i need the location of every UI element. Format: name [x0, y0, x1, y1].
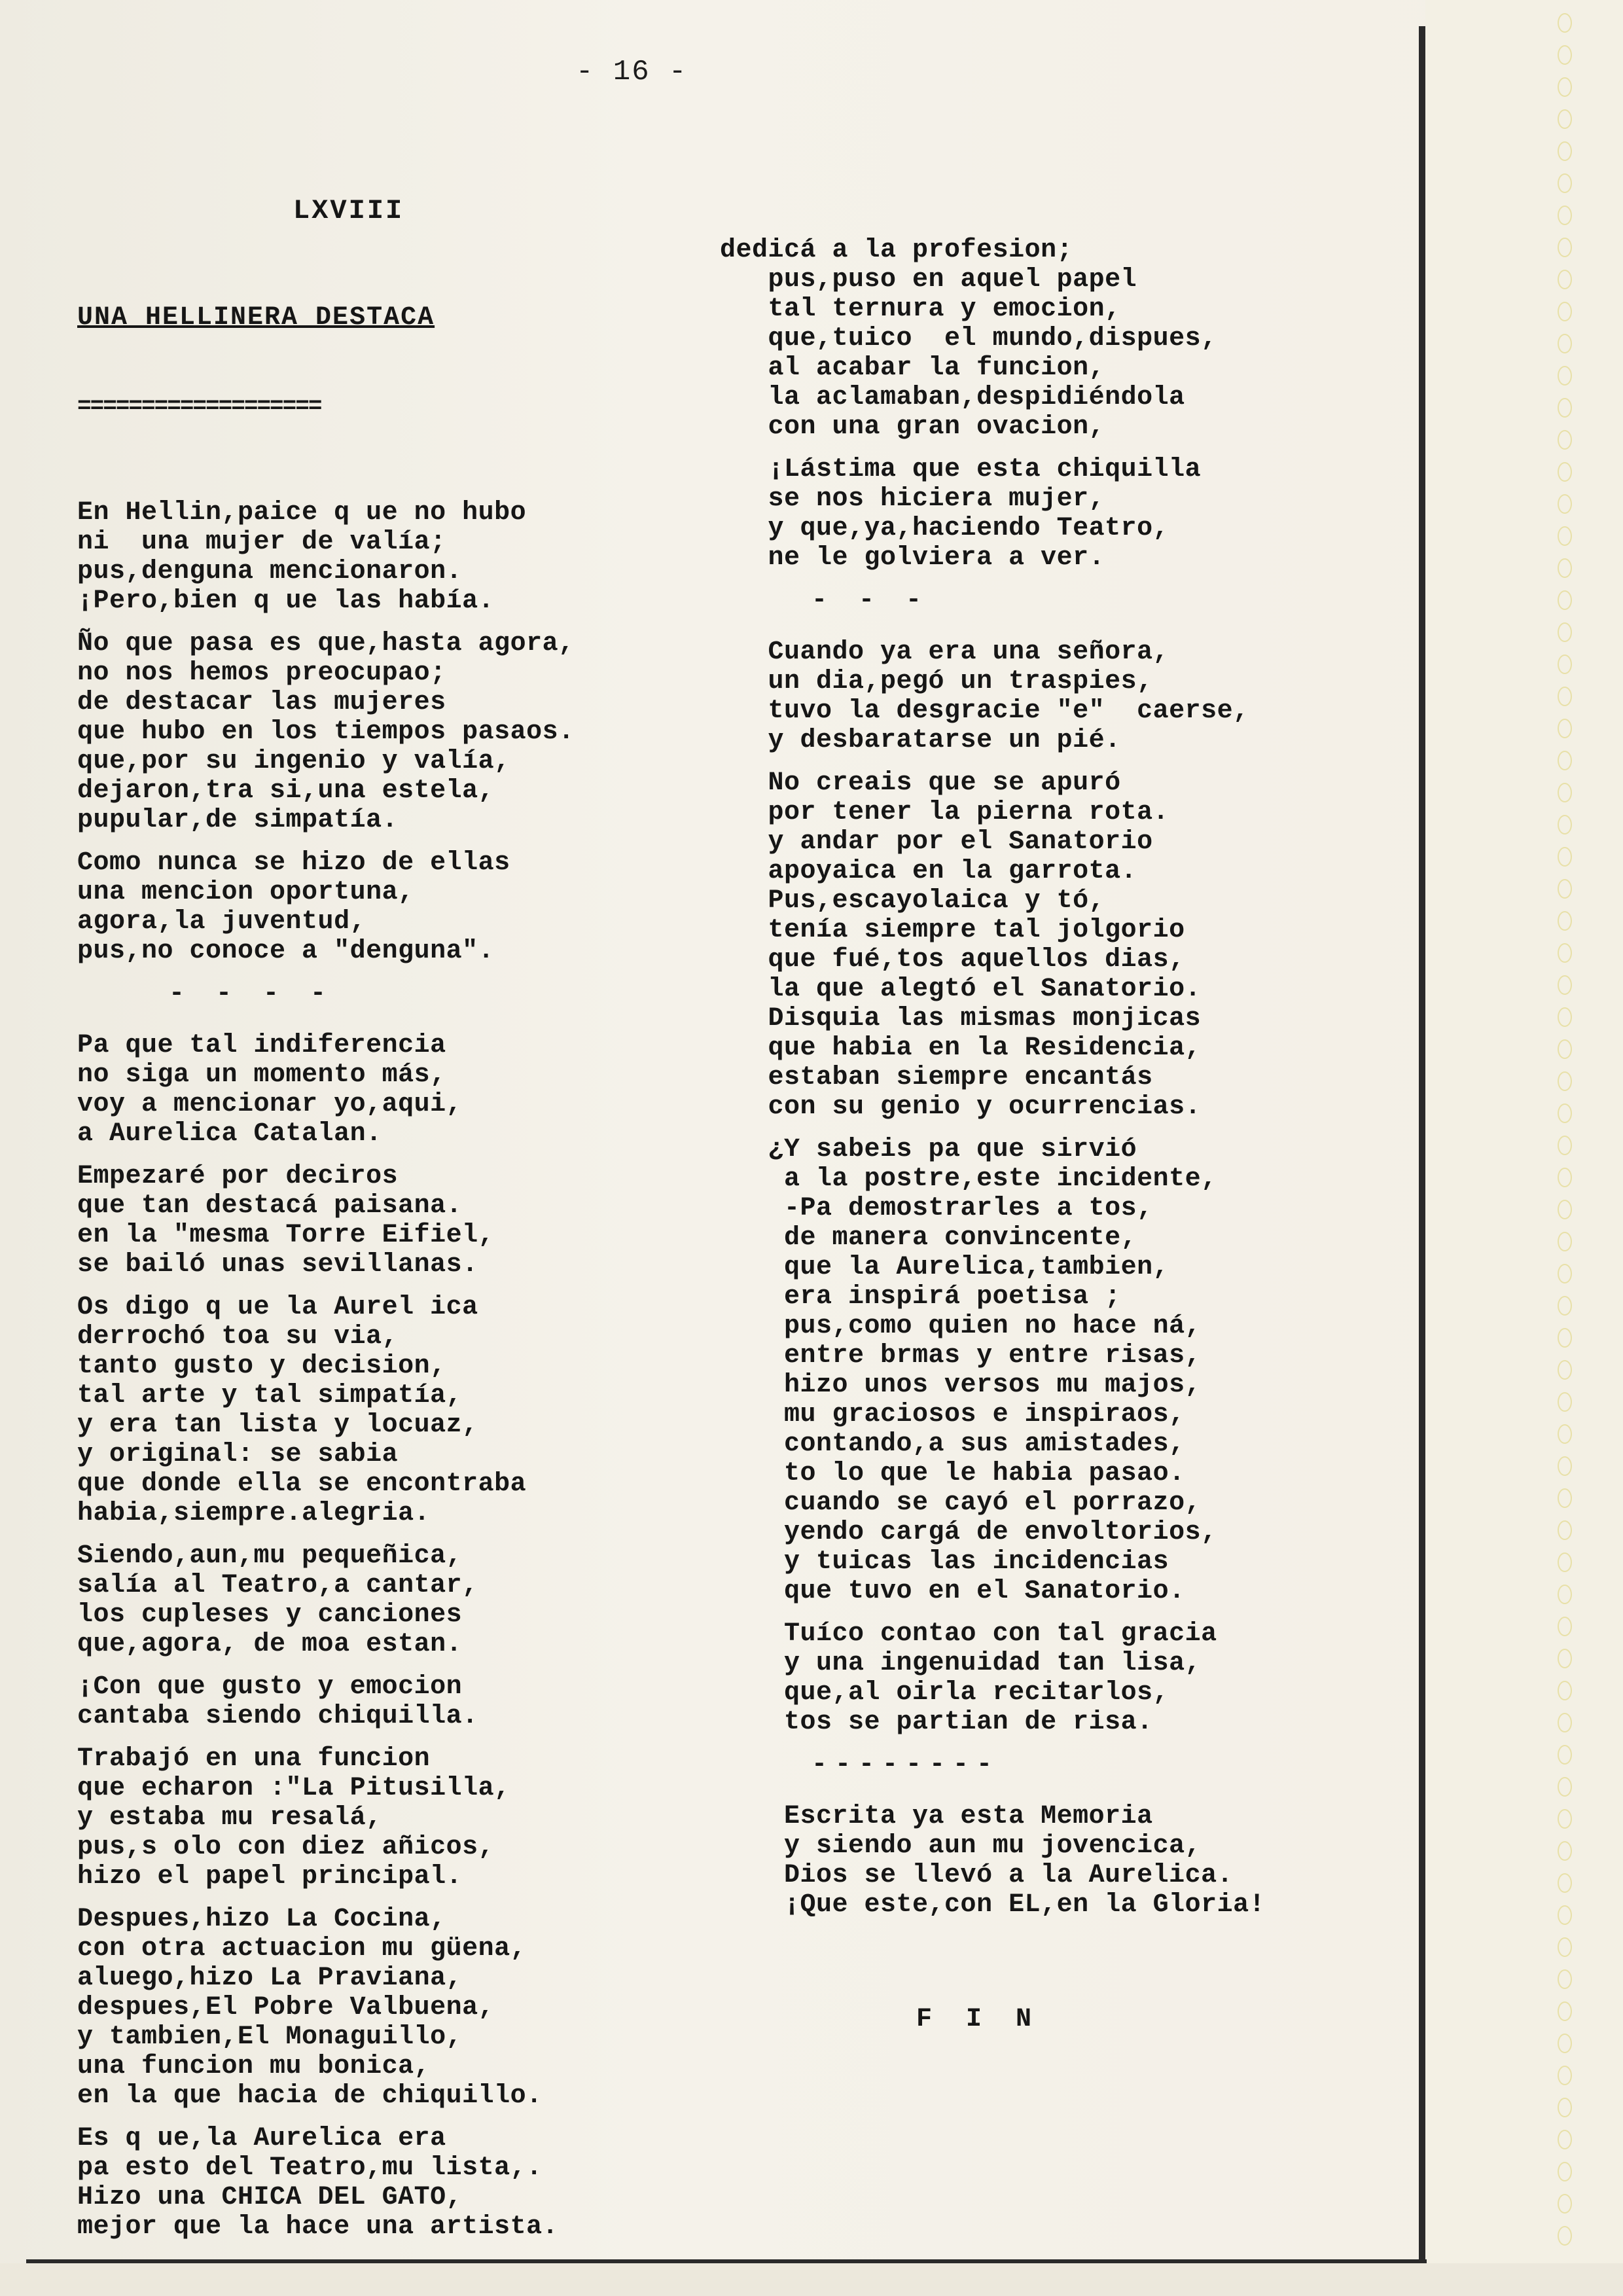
verse-line: a la postre,este incidente,	[720, 1164, 1217, 1194]
verse-line: y original: se sabia	[77, 1440, 399, 1469]
verse-line: tal ternura y emocion,	[720, 295, 1121, 324]
stanza	[77, 1293, 719, 1528]
verse-line: que donde ella se encontraba	[77, 1469, 527, 1499]
verse-line: la que alegtó el Sanatorio.	[720, 975, 1202, 1004]
verse-line: de destacar las mujeres	[77, 688, 446, 717]
verse-line: mu graciosos e inspiraos,	[720, 1400, 1185, 1429]
verse-line: tal arte y tal simpatía,	[77, 1381, 463, 1410]
binder-hole	[1558, 2162, 1572, 2181]
verse-line: pus,puso en aquel papel	[720, 265, 1137, 295]
verse-line: era inspirá poetisa ;	[720, 1282, 1121, 1312]
stanza	[77, 1162, 719, 1280]
verse-line: no siga un momento más,	[77, 1060, 446, 1090]
binder-hole	[1558, 847, 1572, 867]
verse-line: que echaron :"La Pitusilla,	[77, 1774, 510, 1803]
verse-line: y una ingenuidad tan lisa,	[720, 1649, 1202, 1678]
binder-hole	[1558, 1520, 1572, 1540]
verse-line: ¡Con que gusto y emocion	[77, 1672, 463, 1702]
binder-hole	[1558, 751, 1572, 770]
fin-mark: F I N	[916, 2005, 1041, 2034]
binder-hole	[1558, 1007, 1572, 1027]
verse-line: no nos hemos preocupao;	[77, 658, 446, 688]
binder-hole	[1558, 1905, 1572, 1925]
verse-line: ¡Que este,con EL,en la Gloria!	[720, 1890, 1266, 1920]
binder-hole	[1558, 1969, 1572, 1989]
binder-hole	[1558, 1841, 1572, 1861]
stanza	[77, 1541, 719, 1659]
binder-hole	[1558, 622, 1572, 642]
binder-hole	[1558, 1296, 1572, 1316]
verse-line: a Aurelica Catalan.	[77, 1119, 382, 1149]
verse-line: estaban siempre encantás	[720, 1063, 1153, 1092]
binder-hole	[1558, 141, 1572, 161]
verse-line: salía al Teatro,a cantar,	[77, 1571, 478, 1600]
binder-hole	[1558, 1617, 1572, 1636]
verse-line: No creais que se apuró	[720, 768, 1121, 798]
binder-hole	[1558, 815, 1572, 834]
stanza-separator: - - - -	[169, 979, 334, 1009]
verse-line: ¡Pero,bien q ue las había.	[77, 586, 495, 616]
left-column	[77, 137, 719, 2284]
verse-line: hizo el papel principal.	[77, 1862, 463, 1892]
verse-line: un dia,pegó un traspies,	[720, 667, 1153, 696]
verse-line: con su genio y ocurrencias.	[720, 1092, 1202, 1122]
binder-hole	[1558, 911, 1572, 931]
title-rule: ===================	[77, 393, 321, 420]
stanza	[77, 2124, 719, 2242]
verse-line: la aclamaban,despidiéndola	[720, 383, 1185, 412]
binder-hole	[1558, 1168, 1572, 1187]
verse-line: que tan destacá paisana.	[77, 1191, 463, 1221]
binder-hole	[1558, 206, 1572, 225]
verse-line: entre brmas y entre risas,	[720, 1341, 1202, 1371]
verse-line: con una gran ovacion,	[720, 412, 1105, 442]
verse-line: los cupleses y canciones	[77, 1600, 463, 1630]
binder-hole	[1558, 1585, 1572, 1604]
verse-line: Os digo q ue la Aurel ica	[77, 1293, 478, 1322]
verse-line: tos se partian de risa.	[720, 1708, 1153, 1737]
verse-line: Escrita ya esta Memoria	[720, 1802, 1153, 1831]
stanza	[720, 236, 1414, 442]
stanza	[77, 1031, 719, 1149]
verse-line: y desbaratarse un pié.	[720, 726, 1121, 755]
verse-line: despues,El Pobre Valbuena,	[77, 1993, 495, 2022]
binder-hole	[1558, 1424, 1572, 1444]
binder-hole	[1558, 45, 1572, 65]
binder-hole	[1558, 1071, 1572, 1091]
verse-line: cuando se cayó el porrazo,	[720, 1488, 1202, 1518]
binder-hole	[1558, 238, 1572, 257]
verse-line: y estaba mu resalá,	[77, 1803, 382, 1833]
verse-line: pa esto del Teatro,mu lista,.	[77, 2153, 543, 2183]
binder-hole	[1558, 1264, 1572, 1283]
binder-hole	[1558, 1136, 1572, 1155]
verse-line: ne le golviera a ver.	[720, 543, 1105, 573]
verse-line: en la "mesma Torre Eifiel,	[77, 1221, 495, 1250]
binder-hole	[1558, 1488, 1572, 1508]
binder-hole	[1558, 302, 1572, 321]
binder-hole	[1558, 2098, 1572, 2117]
verse-line: Siendo,aun,mu pequeñica,	[77, 1541, 463, 1571]
verse-line: una funcion mu bonica,	[77, 2052, 431, 2081]
verse-line: En Hellin,paice q ue no hubo	[77, 498, 527, 528]
verse-line: y era tan lista y locuaz,	[77, 1410, 478, 1440]
binder-hole	[1558, 398, 1572, 418]
verse-line: pus,denguna mencionaron.	[77, 557, 463, 586]
verse-line: Dios se llevó a la Aurelica.	[720, 1861, 1234, 1890]
binder-hole	[1558, 2130, 1572, 2149]
verse-line: y que,ya,haciendo Teatro,	[720, 514, 1169, 543]
verse-line: y tuicas las incidencias	[720, 1547, 1169, 1577]
verse-line: Trabajó en una funcion	[77, 1744, 431, 1774]
verse-line: con otra actuacion mu güena,	[77, 1934, 527, 1964]
binder-strip	[1425, 0, 1623, 2296]
stanza	[77, 979, 719, 1009]
poem-title: UNA HELLINERA DESTACA	[77, 303, 435, 332]
page-edge-shadow	[1419, 26, 1425, 2261]
verse-line: -Pa demostrarles a tos,	[720, 1194, 1153, 1223]
binder-hole	[1558, 1649, 1572, 1668]
verse-line: tanto gusto y decision,	[77, 1352, 446, 1381]
verse-line: y andar por el Sanatorio	[720, 827, 1153, 857]
binder-hole	[1558, 1937, 1572, 1957]
verse-line: Hizo una CHICA DEL GATO,	[77, 2183, 463, 2212]
binder-hole	[1558, 1681, 1572, 1700]
verse-line: yendo cargá de envoltorios,	[720, 1518, 1217, 1547]
binder-hole	[1558, 1103, 1572, 1123]
verse-line: ni una mujer de valía;	[77, 528, 446, 557]
verse-line: que,tuico el mundo,dispues,	[720, 324, 1217, 353]
verse-line: una mencion oportuna,	[77, 878, 414, 907]
verse-line: que,al oirla recitarlos,	[720, 1678, 1169, 1708]
verse-line: Tuíco contao con tal gracia	[720, 1619, 1217, 1649]
verse-line: Empezaré por deciros	[77, 1162, 399, 1191]
binder-hole	[1558, 1360, 1572, 1380]
stanza	[77, 1672, 719, 1731]
binder-hole	[1558, 1873, 1572, 1893]
binder-hole	[1558, 173, 1572, 193]
verse-line: y siendo aun mu jovencica,	[720, 1831, 1202, 1861]
verse-line: apoyaica en la garrota.	[720, 857, 1137, 886]
binder-hole	[1558, 975, 1572, 995]
binder-hole	[1558, 270, 1572, 289]
binder-hole	[1558, 1745, 1572, 1765]
verse-line: Disquia las mismas monjicas	[720, 1004, 1202, 1033]
verse-line: agora,la juventud,	[77, 907, 366, 937]
binder-hole	[1558, 1777, 1572, 1797]
binder-hole	[1558, 77, 1572, 97]
stanza	[77, 498, 719, 616]
binder-hole	[1558, 687, 1572, 706]
stanza-separator: - - -	[812, 586, 930, 615]
stanza	[720, 455, 1414, 573]
verse-line: tenía siempre tal jolgorio	[720, 916, 1185, 945]
binder-hole	[1558, 1200, 1572, 1219]
verse-line: Es q ue,la Aurelica era	[77, 2124, 446, 2153]
verse-line: Pus,escayolaica y tó,	[720, 886, 1105, 916]
verse-line: por tener la pierna rota.	[720, 798, 1169, 827]
verse-line: se nos hiciera mujer,	[720, 484, 1105, 514]
binder-hole	[1558, 719, 1572, 738]
verse-line: cantaba siendo chiquilla.	[77, 1702, 478, 1731]
stanza	[720, 1802, 1414, 1920]
verse-line: voy a mencionar yo,aqui,	[77, 1090, 463, 1119]
stanza	[77, 848, 719, 966]
binder-hole	[1558, 2034, 1572, 2053]
verse-line: ¿Y sabeis pa que sirvió	[720, 1135, 1137, 1164]
verse-line: dejaron,tra si,una estela,	[77, 776, 495, 806]
binder-hole	[1558, 655, 1572, 674]
binder-hole	[1558, 334, 1572, 353]
verse-line: habia,siempre.alegria.	[77, 1499, 431, 1528]
binder-hole	[1558, 590, 1572, 610]
verse-line: Cuando ya era una señora,	[720, 637, 1169, 667]
binder-hole	[1558, 2001, 1572, 2021]
verse-line: mejor que la hace una artista.	[77, 2212, 559, 2242]
verse-line: to lo que le habia pasao.	[720, 1459, 1185, 1488]
binder-hole	[1558, 1552, 1572, 1572]
chapter-heading: LXVIII	[293, 195, 404, 226]
verse-line: pupular,de simpatía.	[77, 806, 399, 835]
binder-hole	[1558, 366, 1572, 386]
binder-hole	[1558, 1809, 1572, 1829]
binder-hole	[1558, 1713, 1572, 1732]
verse-line: que habia en la Residencia,	[720, 1033, 1202, 1063]
verse-line: se bailó unas sevillanas.	[77, 1250, 478, 1280]
stanza	[720, 1750, 1414, 1780]
binder-hole	[1558, 1328, 1572, 1348]
binder-hole	[1558, 430, 1572, 450]
verse-line: al acabar la funcion,	[720, 353, 1105, 383]
verse-line: que hubo en los tiempos pasaos.	[77, 717, 575, 747]
binder-hole	[1558, 558, 1572, 578]
verse-line: hizo unos versos mu majos,	[720, 1371, 1202, 1400]
verse-line: que tuvo en el Sanatorio.	[720, 1577, 1185, 1606]
right-stanzas	[720, 236, 1414, 1920]
binder-hole	[1558, 1039, 1572, 1059]
verse-line: ¡Lástima que esta chiquilla	[720, 455, 1202, 484]
binder-hole	[1558, 783, 1572, 802]
verse-line: que,por su ingenio y valía,	[77, 747, 510, 776]
binder-hole	[1558, 13, 1572, 33]
binder-hole	[1558, 2066, 1572, 2085]
verse-line: y tambien,El Monaguillo,	[77, 2022, 463, 2052]
stanza	[720, 1619, 1414, 1737]
right-column	[720, 177, 1414, 2064]
binder-hole	[1558, 2194, 1572, 2214]
binder-hole	[1558, 879, 1572, 899]
stanza-separator: --------	[812, 1750, 1001, 1780]
verse-line: aluego,hizo La Praviana,	[77, 1964, 463, 1993]
verse-line: dedicá a la profesion;	[720, 236, 1073, 265]
binder-hole	[1558, 109, 1572, 129]
binder-hole	[1558, 1456, 1572, 1476]
binder-hole	[1558, 526, 1572, 546]
verse-line: Como nunca se hizo de ellas	[77, 848, 510, 878]
verse-line: pus,no conoce a "denguna".	[77, 937, 495, 966]
verse-line: que fué,tos aquellos dias,	[720, 945, 1185, 975]
binder-hole	[1558, 1232, 1572, 1251]
verse-line: que la Aurelica,tambien,	[720, 1253, 1169, 1282]
binder-hole	[1558, 2226, 1572, 2246]
binder-holes	[1558, 13, 1584, 2278]
binder-hole	[1558, 943, 1572, 963]
verse-line: Pa que tal indiferencia	[77, 1031, 446, 1060]
verse-line: pus,como quien no hace ná,	[720, 1312, 1202, 1341]
verse-line: que,agora, de moa estan.	[77, 1630, 463, 1659]
stanza	[720, 637, 1414, 755]
verse-line: Despues,hizo La Cocina,	[77, 1905, 446, 1934]
binder-hole	[1558, 494, 1572, 514]
verse-line: pus,s olo con diez añicos,	[77, 1833, 495, 1862]
verse-line: tuvo la desgracie "e" caerse,	[720, 696, 1249, 726]
stanza	[77, 1905, 719, 2111]
verse-line: en la que hacia de chiquillo.	[77, 2081, 543, 2111]
verse-line: de manera convincente,	[720, 1223, 1137, 1253]
stanza	[77, 629, 719, 835]
binder-hole	[1558, 462, 1572, 482]
stanza	[77, 1744, 719, 1892]
verse-line: derrochó toa su via,	[77, 1322, 399, 1352]
binder-hole	[1558, 1392, 1572, 1412]
page-number: - 16 -	[576, 56, 688, 88]
verse-line: contando,a sus amistades,	[720, 1429, 1185, 1459]
stanza	[720, 768, 1414, 1122]
verse-line: Ño que pasa es que,hasta agora,	[77, 629, 575, 658]
left-stanzas	[77, 498, 719, 2242]
stanza	[720, 1135, 1414, 1606]
stanza	[720, 586, 1414, 615]
